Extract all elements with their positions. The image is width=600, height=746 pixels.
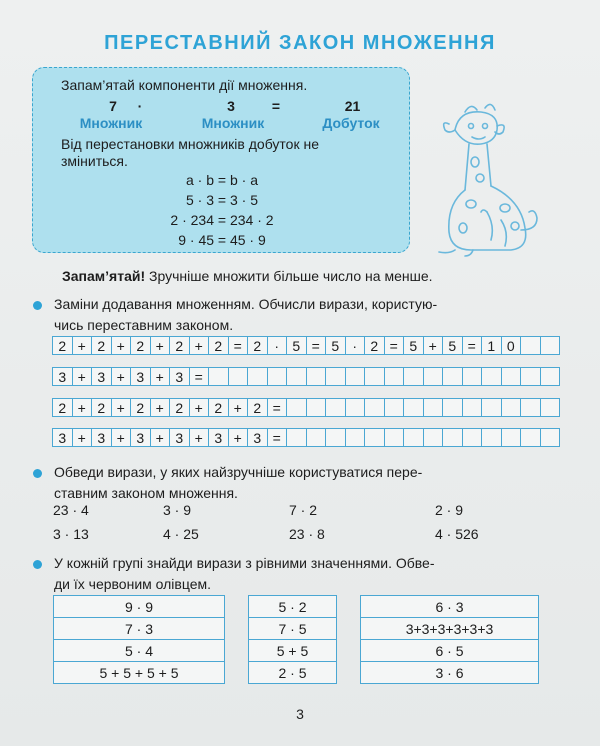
grid-cell[interactable]: 3 bbox=[91, 428, 112, 447]
grid-cell[interactable] bbox=[481, 398, 502, 417]
grid-cell[interactable] bbox=[384, 367, 405, 386]
expression[interactable]: 3 · 9 bbox=[163, 502, 192, 518]
grid-cell[interactable]: + bbox=[150, 367, 171, 386]
grid-cell[interactable] bbox=[325, 428, 346, 447]
rule-example: 9 · 45 = 45 · 9 bbox=[178, 232, 266, 248]
grid-cell[interactable]: 2 bbox=[91, 398, 112, 417]
grid-cell[interactable] bbox=[540, 336, 561, 355]
grid-cell[interactable] bbox=[345, 398, 366, 417]
task3-line1: У кожній групі знайди вирази з рівними значеннями. Обве- bbox=[54, 555, 435, 571]
grid-cell[interactable]: 3 bbox=[169, 428, 190, 447]
grid-cell[interactable]: 5 bbox=[403, 336, 424, 355]
table-cell[interactable]: 5 + 5 bbox=[249, 640, 337, 662]
grid-cell[interactable]: 3 bbox=[52, 428, 73, 447]
grid-cell[interactable] bbox=[540, 367, 561, 386]
grid-cell[interactable]: = bbox=[267, 398, 288, 417]
expression[interactable]: 2 · 9 bbox=[435, 502, 464, 518]
grid-cell[interactable] bbox=[520, 336, 541, 355]
grid-cell[interactable]: = bbox=[462, 336, 483, 355]
task3-text bbox=[54, 553, 544, 595]
grid-cell[interactable] bbox=[286, 428, 307, 447]
table-cell[interactable]: 9 · 9 bbox=[54, 596, 225, 618]
grid-cell[interactable]: + bbox=[111, 428, 132, 447]
grid-cell[interactable] bbox=[325, 398, 346, 417]
grid-cell[interactable] bbox=[306, 367, 327, 386]
page-number: 3 bbox=[296, 706, 304, 722]
grid-cell[interactable] bbox=[462, 398, 483, 417]
grid-cell[interactable] bbox=[481, 428, 502, 447]
rule-text-line2: зміниться. bbox=[61, 153, 128, 169]
rule-example: a · b = b · a bbox=[186, 172, 258, 188]
factor2-label: Множник bbox=[201, 115, 265, 131]
task2-line2: ставним законом множення. bbox=[54, 485, 238, 501]
grid-cell[interactable] bbox=[306, 398, 327, 417]
grid-cell[interactable]: 2 bbox=[247, 336, 268, 355]
grid-cell[interactable]: 2 bbox=[169, 398, 190, 417]
grid-cell[interactable]: + bbox=[189, 398, 210, 417]
product-value: 21 bbox=[344, 98, 361, 114]
grid-cell[interactable] bbox=[364, 428, 385, 447]
expression[interactable]: 23 · 8 bbox=[289, 526, 325, 542]
grid-cell[interactable] bbox=[520, 428, 541, 447]
grid-cell[interactable]: 2 bbox=[52, 336, 73, 355]
grid-cell[interactable] bbox=[423, 428, 444, 447]
remember-text: Зручніше множити більше число на менше. bbox=[145, 268, 433, 284]
grid-cell[interactable]: 2 bbox=[247, 398, 268, 417]
grid-cell[interactable]: 3 bbox=[247, 428, 268, 447]
table-cell[interactable]: 7 · 3 bbox=[54, 618, 225, 640]
grid-cell[interactable] bbox=[442, 398, 463, 417]
rule-example: 5 · 3 = 3 · 5 bbox=[186, 192, 258, 208]
answer-grid-row[interactable] bbox=[52, 336, 560, 355]
remember-note bbox=[62, 268, 433, 284]
grid-cell[interactable] bbox=[462, 428, 483, 447]
rule-example: 2 · 234 = 234 · 2 bbox=[170, 212, 274, 228]
table-cell[interactable]: 7 · 5 bbox=[249, 618, 337, 640]
grid-cell[interactable]: 2 bbox=[91, 336, 112, 355]
task-bullet-icon bbox=[33, 301, 42, 310]
equal-sign: = bbox=[271, 98, 281, 114]
grid-cell[interactable]: 2 bbox=[364, 336, 385, 355]
grid-cell[interactable]: 2 bbox=[130, 398, 151, 417]
grid-cell[interactable]: + bbox=[228, 398, 249, 417]
grid-cell[interactable] bbox=[403, 428, 424, 447]
rule-intro: Запам’ятай компоненти дії множення. bbox=[61, 77, 308, 93]
grid-cell[interactable]: 3 bbox=[52, 367, 73, 386]
grid-cell[interactable]: 2 bbox=[52, 398, 73, 417]
table-cell[interactable]: 6 · 3 bbox=[361, 596, 539, 618]
expression[interactable]: 3 · 13 bbox=[53, 526, 89, 542]
grid-cell[interactable] bbox=[442, 428, 463, 447]
grid-cell[interactable] bbox=[286, 398, 307, 417]
grid-cell[interactable]: 5 bbox=[286, 336, 307, 355]
table-cell[interactable]: 3 · 6 bbox=[361, 662, 539, 684]
grid-cell[interactable]: + bbox=[111, 398, 132, 417]
table-cell[interactable]: 5 · 4 bbox=[54, 640, 225, 662]
grid-cell[interactable]: 2 bbox=[208, 398, 229, 417]
grid-cell[interactable]: 0 bbox=[501, 336, 522, 355]
task1-line1: Заміни додавання множенням. Обчисли вирази, користую- bbox=[54, 296, 438, 312]
grid-cell[interactable] bbox=[384, 398, 405, 417]
grid-cell[interactable]: 3 bbox=[169, 367, 190, 386]
expression[interactable]: 7 · 2 bbox=[289, 502, 318, 518]
grid-cell[interactable] bbox=[423, 367, 444, 386]
grid-cell[interactable]: 3 bbox=[91, 367, 112, 386]
grid-cell[interactable]: + bbox=[72, 428, 93, 447]
grid-cell[interactable]: 2 bbox=[208, 336, 229, 355]
grid-cell[interactable]: = bbox=[189, 367, 210, 386]
grid-cell[interactable]: + bbox=[150, 336, 171, 355]
grid-cell[interactable] bbox=[403, 398, 424, 417]
group-table-1 bbox=[53, 595, 225, 684]
grid-cell[interactable]: + bbox=[150, 428, 171, 447]
grid-cell[interactable]: 2 bbox=[169, 336, 190, 355]
grid-cell[interactable]: + bbox=[111, 336, 132, 355]
grid-cell[interactable] bbox=[208, 367, 229, 386]
dot-sign: · bbox=[137, 98, 143, 114]
page-title: ПЕРЕСТАВНИЙ ЗАКОН МНОЖЕННЯ bbox=[104, 32, 496, 54]
grid-cell[interactable] bbox=[228, 367, 249, 386]
grid-cell[interactable] bbox=[442, 367, 463, 386]
table-cell[interactable]: 3+3+3+3+3+3 bbox=[361, 618, 539, 640]
grid-cell[interactable] bbox=[247, 367, 268, 386]
table-cell[interactable]: 2 · 5 bbox=[249, 662, 337, 684]
group-table-2 bbox=[248, 595, 337, 684]
factor2-value: 3 bbox=[227, 98, 235, 114]
task3-line2: ди їх червоним олівцем. bbox=[54, 576, 212, 592]
grid-cell[interactable]: = bbox=[306, 336, 327, 355]
grid-cell[interactable]: + bbox=[189, 428, 210, 447]
grid-cell[interactable] bbox=[540, 428, 561, 447]
grid-cell[interactable]: + bbox=[423, 336, 444, 355]
grid-cell[interactable]: + bbox=[189, 336, 210, 355]
expression[interactable]: 4 · 526 bbox=[435, 526, 479, 542]
grid-cell[interactable]: = bbox=[384, 336, 405, 355]
grid-cell[interactable]: = bbox=[267, 428, 288, 447]
grid-cell[interactable]: · bbox=[345, 336, 366, 355]
task2-text bbox=[54, 462, 544, 504]
grid-cell[interactable]: + bbox=[72, 336, 93, 355]
grid-cell[interactable]: 5 bbox=[442, 336, 463, 355]
task-bullet-icon bbox=[33, 560, 42, 569]
grid-cell[interactable]: 3 bbox=[130, 367, 151, 386]
grid-cell[interactable]: + bbox=[72, 398, 93, 417]
grid-cell[interactable] bbox=[540, 398, 561, 417]
grid-cell[interactable] bbox=[462, 367, 483, 386]
product-label: Добуток bbox=[322, 115, 380, 131]
answer-grid-row[interactable] bbox=[52, 398, 560, 417]
grid-cell[interactable] bbox=[345, 367, 366, 386]
grid-cell[interactable] bbox=[325, 367, 346, 386]
grid-cell[interactable]: 2 bbox=[130, 336, 151, 355]
task2-line1: Обведи вирази, у яких найзручніше користуватися пере- bbox=[54, 464, 423, 480]
task1-line2: чись переставним законом. bbox=[54, 317, 234, 333]
grid-cell[interactable] bbox=[286, 367, 307, 386]
table-cell[interactable]: 5 + 5 + 5 + 5 bbox=[54, 662, 225, 684]
factor1-label: Множник bbox=[79, 115, 143, 131]
grid-cell[interactable]: + bbox=[150, 398, 171, 417]
grid-cell[interactable]: 1 bbox=[481, 336, 502, 355]
grid-cell[interactable]: = bbox=[228, 336, 249, 355]
task1-text bbox=[54, 294, 544, 336]
grid-cell[interactable] bbox=[481, 367, 502, 386]
table-cell[interactable]: 6 · 5 bbox=[361, 640, 539, 662]
group-table-3 bbox=[360, 595, 539, 684]
giraffe-illustration bbox=[425, 100, 545, 260]
grid-cell[interactable] bbox=[364, 367, 385, 386]
rule-text-line1: Від перестановки множників добуток не bbox=[61, 136, 319, 152]
grid-cell[interactable] bbox=[384, 428, 405, 447]
grid-cell[interactable] bbox=[501, 398, 522, 417]
grid-cell[interactable] bbox=[403, 367, 424, 386]
remember-heading: Запам’ятай! bbox=[62, 268, 146, 284]
expression[interactable]: 23 · 4 bbox=[53, 502, 89, 518]
task-bullet-icon bbox=[33, 469, 42, 478]
grid-cell[interactable] bbox=[423, 398, 444, 417]
answer-grid-row[interactable] bbox=[52, 367, 560, 386]
table-cell[interactable]: 5 · 2 bbox=[249, 596, 337, 618]
grid-cell[interactable]: 3 bbox=[130, 428, 151, 447]
grid-cell[interactable] bbox=[267, 367, 288, 386]
grid-cell[interactable]: · bbox=[267, 336, 288, 355]
grid-cell[interactable] bbox=[306, 428, 327, 447]
grid-cell[interactable] bbox=[345, 428, 366, 447]
grid-cell[interactable] bbox=[364, 398, 385, 417]
grid-cell[interactable] bbox=[520, 398, 541, 417]
grid-cell[interactable]: 5 bbox=[325, 336, 346, 355]
grid-cell[interactable] bbox=[501, 367, 522, 386]
grid-cell[interactable]: + bbox=[228, 428, 249, 447]
grid-cell[interactable] bbox=[501, 428, 522, 447]
rule-box bbox=[32, 67, 410, 253]
grid-cell[interactable] bbox=[520, 367, 541, 386]
factor1-value: 7 bbox=[109, 98, 117, 114]
answer-grid-row[interactable] bbox=[52, 428, 560, 447]
expression[interactable]: 4 · 25 bbox=[163, 526, 199, 542]
grid-cell[interactable]: + bbox=[111, 367, 132, 386]
grid-cell[interactable]: + bbox=[72, 367, 93, 386]
grid-cell[interactable]: 3 bbox=[208, 428, 229, 447]
